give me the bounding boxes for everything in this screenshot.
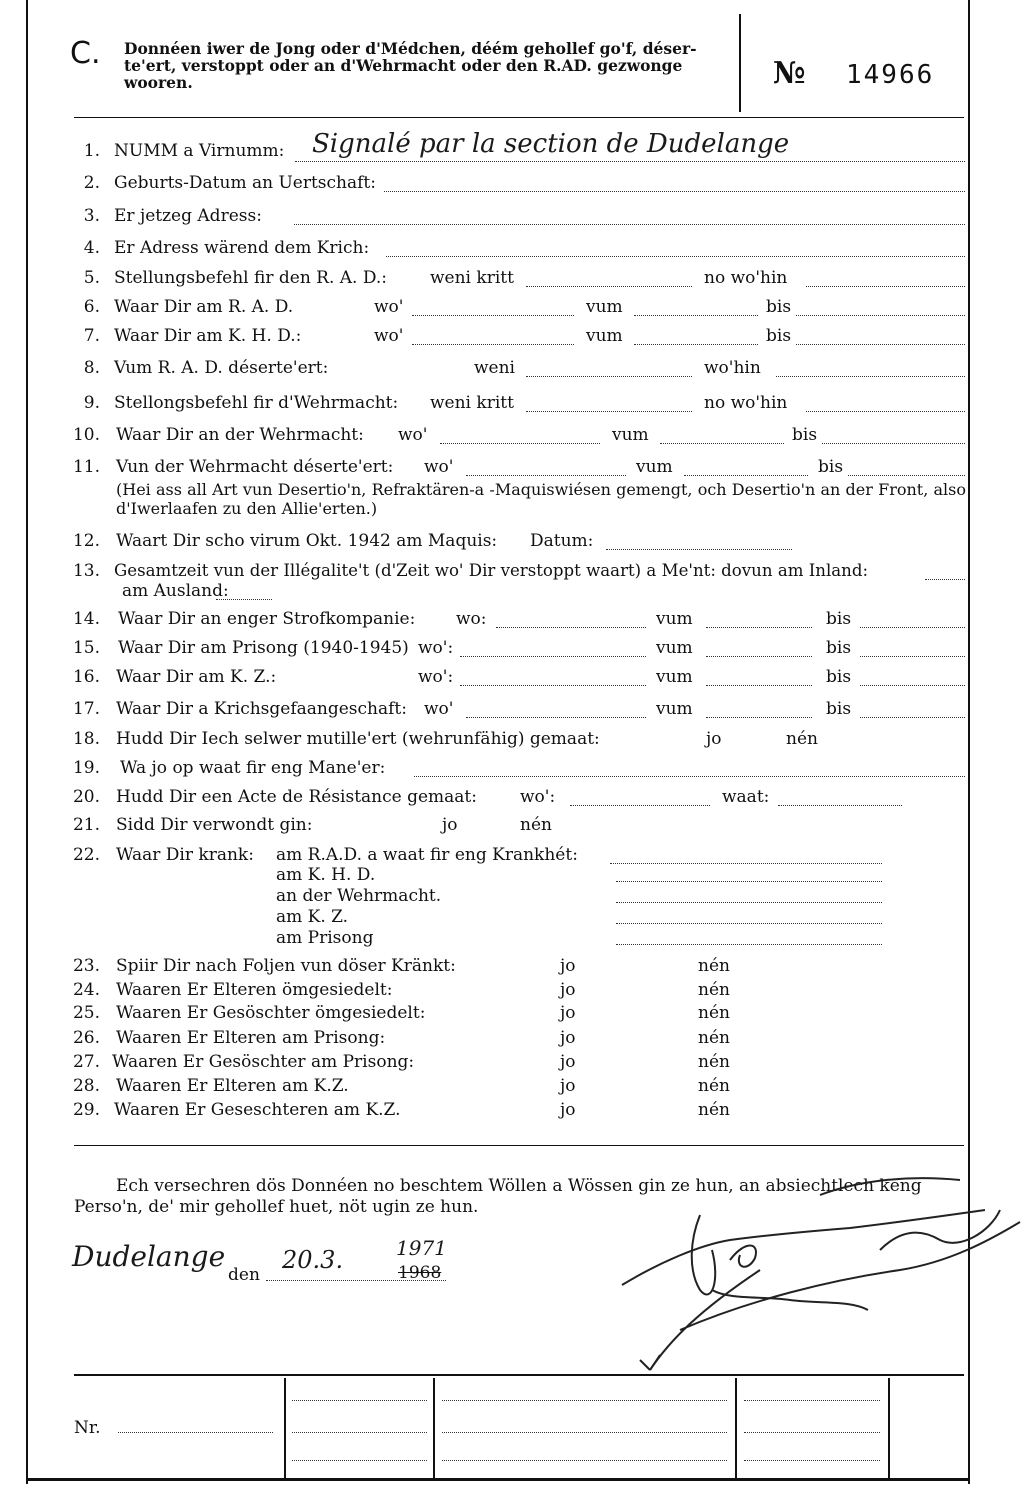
field-label: vum <box>612 425 649 445</box>
footer-col-4 <box>888 1378 890 1478</box>
field-label: weni kritt <box>430 393 514 413</box>
yes-option[interactable]: jo <box>560 1076 576 1096</box>
footer-cell-line[interactable] <box>442 1458 727 1461</box>
footer-cell-line[interactable] <box>744 1458 880 1461</box>
field-label: vum <box>656 609 693 629</box>
form-number: 14966 <box>846 60 935 90</box>
item-11-note: (Hei ass all Art vun Desertio'n, Refraktären-a -Maquiswiésen gemengt, och Desertio'n an der Front, also d'Iwerlaafen zu den Allie'erten.) <box>116 480 966 518</box>
section-title: Donnéen iwer de Jong oder d'Médchen, déém gehollef go'f, déser-te'ert, verstoppt oder an d'Wehrmacht oder den R.AD. gezwonge wooren. <box>124 39 697 92</box>
no-option[interactable]: nén <box>698 1003 730 1023</box>
item-number: 19. <box>72 758 100 778</box>
field-label: wo' <box>374 297 404 317</box>
item-number: 20. <box>72 787 100 807</box>
field-label: bis <box>826 609 852 629</box>
field-label: no wo'hin <box>704 268 788 288</box>
field-label: wo' <box>398 425 428 445</box>
item-number: 15. <box>72 638 100 658</box>
item-label: Er Adress wärend dem Krich: <box>114 238 370 258</box>
no-option[interactable]: nén <box>698 1052 730 1072</box>
field-label: vum <box>636 457 673 477</box>
den-label: den <box>228 1265 260 1285</box>
item-number: 26. <box>72 1028 100 1048</box>
item-number: 18. <box>72 729 100 749</box>
field-label: bis <box>826 699 852 719</box>
item-number: 16. <box>72 667 100 687</box>
item-label: Waar Dir am R. A. D. <box>114 297 294 317</box>
item-number: 11. <box>72 457 100 477</box>
item-label: Waaren Er Gesöschter am Prisong: <box>112 1052 415 1072</box>
footer-cell-line[interactable] <box>292 1398 427 1401</box>
item-label: Waar Dir an der Wehrmacht: <box>116 425 364 445</box>
place-handwritten: Dudelange <box>72 1240 226 1273</box>
item-label: Waar Dir an enger Strofkompanie: <box>118 609 416 629</box>
item-label: Waar Dir am K. H. D.: <box>114 326 302 346</box>
field-label: bis <box>792 425 818 445</box>
footer-top-rule <box>74 1374 964 1376</box>
item-label: Er jetzeg Adress: <box>114 206 262 226</box>
item-number: 27. <box>72 1052 100 1072</box>
item-number: 6. <box>83 297 100 317</box>
sub-label: an der Wehrmacht. <box>276 886 442 906</box>
item-number: 23. <box>72 956 100 976</box>
field-label: vum <box>586 297 623 317</box>
field-label: wo: <box>456 609 487 629</box>
item-number: 13. <box>72 561 100 581</box>
item-number: 24. <box>72 980 100 1000</box>
field-label: vum <box>586 326 623 346</box>
yes-option[interactable]: jo <box>442 815 458 835</box>
item-number: 8. <box>83 358 100 378</box>
yes-option[interactable]: jo <box>560 956 576 976</box>
item-label: Wa jo op waat fir eng Mane'er: <box>120 758 386 778</box>
field-label: waat: <box>722 787 770 807</box>
item-label: NUMM a Virnumm: <box>114 141 285 161</box>
field-label: no wo'hin <box>704 393 788 413</box>
sub-label: am K. H. D. <box>276 865 376 885</box>
field-label: vum <box>656 667 693 687</box>
item-label: Waaren Er Elteren am K.Z. <box>116 1076 349 1096</box>
field-label: am Ausland: <box>122 581 229 601</box>
no-option[interactable]: nén <box>698 956 730 976</box>
item-number: 1. <box>83 141 100 161</box>
footer-col-3 <box>735 1378 737 1478</box>
field-label: wo' <box>374 326 404 346</box>
item-number: 22. <box>72 845 100 865</box>
field-label: bis <box>766 297 792 317</box>
field-label: wo'hin <box>704 358 761 378</box>
field-label: bis <box>818 457 844 477</box>
declaration-text: Ech versechren dös Donnéen no beschtem Wöllen a Wössen gin ze hun, an absiechtlech keng Perso'n, de' mir gehollef huet, nöt ugin ze hun. <box>74 1176 922 1217</box>
footer-col-2 <box>433 1378 435 1478</box>
footer-cell-line[interactable] <box>442 1398 727 1401</box>
field-label: weni kritt <box>430 268 514 288</box>
field-label: weni <box>474 358 515 378</box>
no-option[interactable]: nén <box>520 815 552 835</box>
item-label: Gesamtzeit vun der Illégalite't (d'Zeit wo' Dir verstoppt waart) a Me'nt: dovun am Inland: <box>114 561 869 580</box>
field-label: am R.A.D. a waat fir eng Krankhét: <box>276 845 578 865</box>
footer-col-1 <box>284 1378 286 1478</box>
yes-option[interactable]: jo <box>560 1028 576 1048</box>
footer-cell-line[interactable] <box>744 1398 880 1401</box>
sub-label: am K. Z. <box>276 907 349 927</box>
field-label: wo': <box>418 638 454 658</box>
item-number: 5. <box>83 268 100 288</box>
item-number: 25. <box>72 1003 100 1023</box>
field-label: wo': <box>418 667 454 687</box>
item-label: Waaren Er Gesöschter ömgesiedelt: <box>116 1003 426 1023</box>
item-label: Waar Dir a Krichsgefaangeschaft: <box>116 699 407 719</box>
item-number: 3. <box>83 206 100 226</box>
footer-nr-line[interactable] <box>118 1430 273 1433</box>
no-option[interactable]: nén <box>698 980 730 1000</box>
item-number: 28. <box>72 1076 100 1096</box>
yes-option[interactable]: jo <box>560 980 576 1000</box>
item-label: Waaren Er Elteren ömgesiedelt: <box>116 980 393 1000</box>
item-number: 17. <box>72 699 100 719</box>
item-number: 29. <box>72 1100 100 1120</box>
field-label: wo' <box>424 457 454 477</box>
item-label: Vun der Wehrmacht déserte'ert: <box>116 457 394 477</box>
field-label: bis <box>766 326 792 346</box>
item-label: Waar Dir krank: <box>116 845 254 865</box>
item-number: 4. <box>83 238 100 258</box>
section-letter: C. <box>70 36 101 71</box>
yes-option[interactable]: jo <box>560 1003 576 1023</box>
item-label: Waaren Er Geseschteren am K.Z. <box>114 1100 401 1120</box>
item-number: 2. <box>83 173 100 193</box>
field-label: bis <box>826 638 852 658</box>
item-number: 10. <box>72 425 100 445</box>
no-option[interactable]: nén <box>698 1028 730 1048</box>
field-label: wo' <box>424 699 454 719</box>
name-handwritten: Signalé par la section de Dudelange <box>312 129 790 159</box>
number-sign: № <box>773 56 806 91</box>
item-label: Stellungsbefehl fir den R. A. D.: <box>114 268 388 288</box>
yes-option[interactable]: jo <box>560 1052 576 1072</box>
item-label: Spiir Dir nach Foljen vun döser Kränkt: <box>116 956 456 976</box>
item-number: 12. <box>72 531 100 551</box>
item-label: Hudd Dir Iech selwer mutille'ert (wehrunfähig) gemaat: <box>116 729 600 749</box>
item-number: 9. <box>83 393 100 413</box>
date-handwritten: 20.3. <box>282 1246 344 1274</box>
field-label: Datum: <box>530 531 594 551</box>
footer-nr-label: Nr. <box>74 1418 101 1438</box>
sub-label: am Prisong <box>276 928 374 948</box>
footer-cell-line[interactable] <box>292 1430 427 1433</box>
field-label: bis <box>826 667 852 687</box>
item-label: Sidd Dir verwondt gin: <box>116 815 313 835</box>
field-label: wo': <box>520 787 556 807</box>
item-number: 7. <box>83 326 100 346</box>
item-label: Geburts-Datum an Uertschaft: <box>114 173 376 193</box>
footer-cell-line[interactable] <box>442 1430 727 1433</box>
item-label: Waaren Er Elteren am Prisong: <box>116 1028 386 1048</box>
item-label: Waart Dir scho virum Okt. 1942 am Maquis: <box>116 531 498 551</box>
item-number: 21. <box>72 815 100 835</box>
item-label: Stellongsbefehl fir d'Wehrmacht: <box>114 393 399 413</box>
field-label: vum <box>656 638 693 658</box>
field-label: vum <box>656 699 693 719</box>
footer-cell-line[interactable] <box>744 1430 880 1433</box>
item-label: Vum R. A. D. déserte'ert: <box>114 358 329 378</box>
item-label: Waar Dir am Prisong (1940-1945) <box>118 638 409 658</box>
item-label: Hudd Dir een Acte de Résistance gemaat: <box>116 787 477 807</box>
item-label: Waar Dir am K. Z.: <box>116 667 277 687</box>
year-printed: 1968 <box>398 1263 442 1283</box>
item-number: 14. <box>72 609 100 629</box>
yes-option[interactable]: jo <box>560 1100 576 1120</box>
no-option[interactable]: nén <box>698 1100 730 1120</box>
yes-option[interactable]: jo <box>706 729 722 749</box>
no-option[interactable]: nén <box>698 1076 730 1096</box>
year-handwritten: 1971 <box>396 1236 447 1260</box>
footer-cell-line[interactable] <box>292 1458 427 1461</box>
no-option[interactable]: nén <box>786 729 818 749</box>
